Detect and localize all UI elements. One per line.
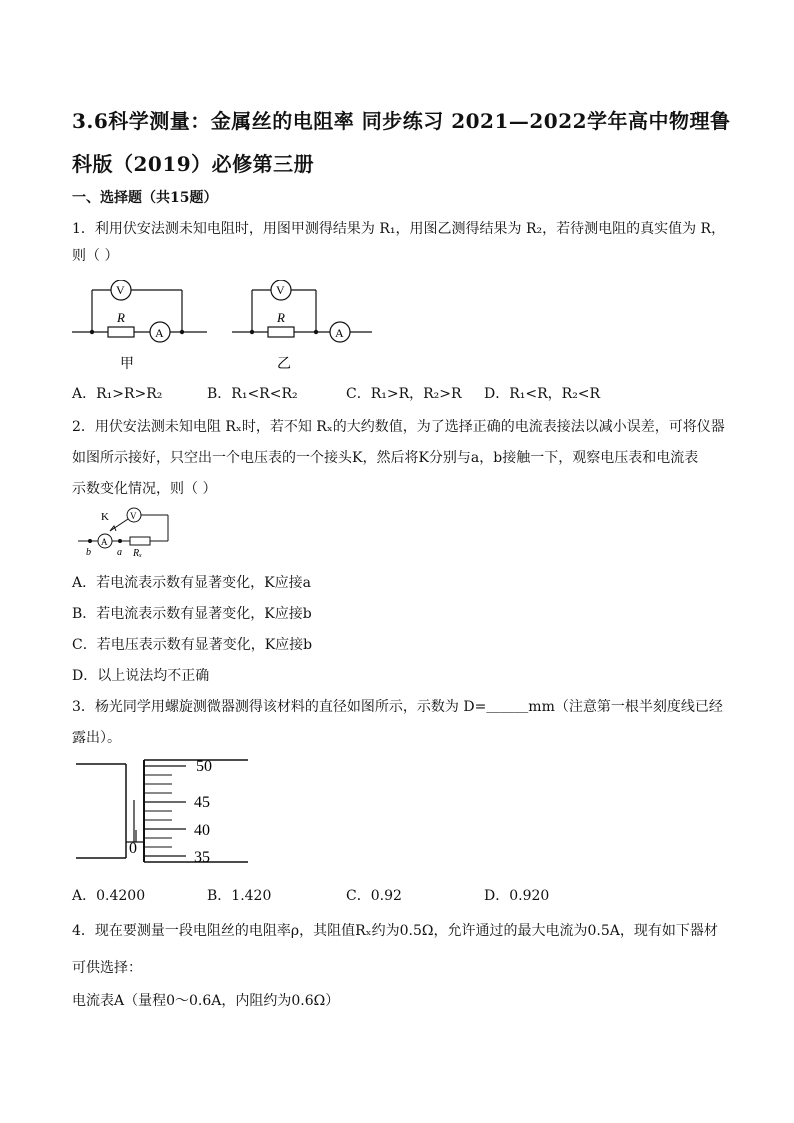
q2-stem-line-2: 如图所示接好，只空出一个电压表的一个接头K，然后将K分别与a，b接触一下，观察电压表和电流表: [72, 450, 699, 466]
switch-label: K: [101, 511, 109, 523]
ammeter-label: A: [101, 537, 108, 547]
q4-stem-line-3: 电流表A（量程0～0.6A，内阻约为0.6Ω）: [72, 993, 340, 1009]
thimble-label-35: 35: [194, 849, 210, 866]
q3-stem-line-1: 3．杨光同学用螺旋测微器测得该材料的直径如图所示，示数为 D=＿＿＿mm（注意第一根半刻度线已经: [72, 699, 723, 715]
q2-stem-line-3: 示数变化情况，则（ ）: [72, 481, 217, 497]
voltmeter-label: V: [116, 283, 125, 297]
thimble-label-50: 50: [196, 758, 212, 775]
point-b-label: b: [86, 547, 91, 558]
q4-stem-line-2: 可供选择：: [72, 960, 142, 976]
svg-text:A: A: [335, 326, 344, 340]
q2-circuit-figure: [76, 503, 186, 563]
q4-stem-line-1: 4．现在要测量一段电阻丝的电阻率ρ，其阻值Rₓ约为0.5Ω，允许通过的最大电流为0.5A，现有如下器材: [72, 923, 718, 939]
section-heading: 一、选择题（共15题）: [72, 190, 218, 206]
ammeter-label: A: [155, 326, 164, 340]
q1-circuit-figure: [72, 280, 382, 375]
thimble-label-40: 40: [194, 822, 210, 839]
svg-text:R: R: [277, 310, 285, 325]
thimble-label-45: 45: [194, 794, 210, 811]
page-title-line-1: 3.6科学测量：金属丝的电阻率 同步练习 2021—2022学年高中物理鲁: [72, 109, 731, 133]
q2-option-b[interactable]: B．若电流表示数有显著变化，K应接b: [72, 606, 312, 622]
rx-label: Rₓ: [133, 548, 142, 559]
q2-option-d[interactable]: D．以上说法均不正确: [72, 668, 210, 684]
q2-stem-line-1: 2．用伏安法测未知电阻 Rₓ时，若不知 Rₓ的大约数值，为了选择正确的电流表接法以减小误差，可将仪器: [72, 419, 725, 435]
q3-stem-line-2: 露出）。: [72, 730, 121, 746]
resistor-label: R: [117, 310, 125, 325]
q1-stem-line-1: 1．利用伏安法测未知电阻时，用图甲测得结果为 R₁，用图乙测得结果为 R₂，若待测电阻的真实值为 R，: [72, 221, 726, 237]
q2-option-a[interactable]: A．若电流表示数有显著变化，K应接a: [72, 575, 311, 591]
q3-option-a[interactable]: A．0.4200: [72, 888, 146, 904]
micrometer-figure: [76, 752, 251, 872]
q1-option-c[interactable]: C．R₁>R，R₂>R: [346, 386, 462, 402]
voltmeter-label: V: [130, 511, 137, 521]
q2-option-c[interactable]: C．若电压表示数有显著变化，K应接b: [72, 637, 313, 653]
point-a-label: a: [117, 547, 122, 558]
figure-label-jia: 甲: [120, 357, 134, 372]
svg-text:V: V: [276, 283, 285, 297]
sleeve-zero-label: 0: [129, 840, 137, 857]
q1-stem-line-2: 则（ ）: [72, 248, 119, 264]
q1-option-d[interactable]: D．R₁<R，R₂<R: [484, 386, 601, 402]
q1-option-b[interactable]: B．R₁<R<R₂: [207, 386, 298, 402]
q3-option-d[interactable]: D．0.920: [484, 888, 550, 904]
q3-option-c[interactable]: C．0.92: [346, 888, 402, 904]
figure-label-yi: 乙: [277, 357, 291, 372]
page-title-line-2: 科版（2019）必修第三册: [72, 152, 315, 176]
q1-option-a[interactable]: A．R₁>R>R₂: [72, 386, 163, 402]
q3-option-b[interactable]: B．1.420: [207, 888, 272, 904]
